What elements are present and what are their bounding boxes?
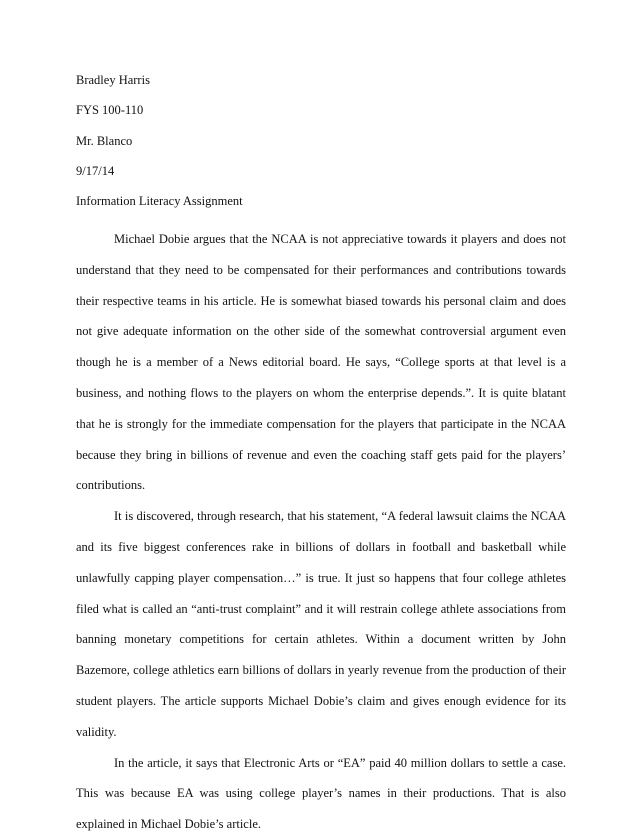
date-line: 9/17/14 — [76, 164, 115, 178]
instructor-name: Mr. Blanco — [76, 134, 133, 148]
document-body — [76, 224, 566, 840]
assignment-title: Information Literacy Assignment — [76, 194, 243, 208]
course-number: FYS 100-110 — [76, 103, 144, 117]
paragraph-1: Michael Dobie argues that the NCAA is not appreciative towards it players and does not understand that they need to be compensated for their performances and contributions towards their respective teams in his article. He is somewhat biased towards his personal claim and does not give adequate information on the other side of the somewhat controversial argument even though he is a member of a News editorial board. He says, “College sports at that level is a business, and nothing flows to the players on whom the enterprise depends.”. It is quite blatant that he is strongly for the immediate compensation for the players that participate in the NCAA because they bring in billions of revenue and even the coaching staff gets paid for the players’ contributions. — [76, 232, 566, 493]
author-name: Bradley Harris — [76, 73, 150, 87]
paragraph-2: It is discovered, through research, that his statement, “A federal lawsuit claims the NCAA and its five biggest conferences rake in billions of dollars in football and basketball while unlawfully capping player compensation…” is true. It just so happens that four college athletes filed what is called an “anti-trust complaint” and it will restrain college athlete associations from banning monetary competitions for certain athletes. Within a document written by John Bazemore, college athletics earn billions of dollars in yearly revenue from the production of their student players. The article supports Michael Dobie’s claim and gives enough evidence for its validity. — [76, 509, 566, 739]
paragraph-3: In the article, it says that Electronic Arts or “EA” paid 40 million dollars to settle a case. This was because EA was using college player’s names in their productions. That is also explained in Michael Dobie’s article. — [76, 755, 566, 832]
